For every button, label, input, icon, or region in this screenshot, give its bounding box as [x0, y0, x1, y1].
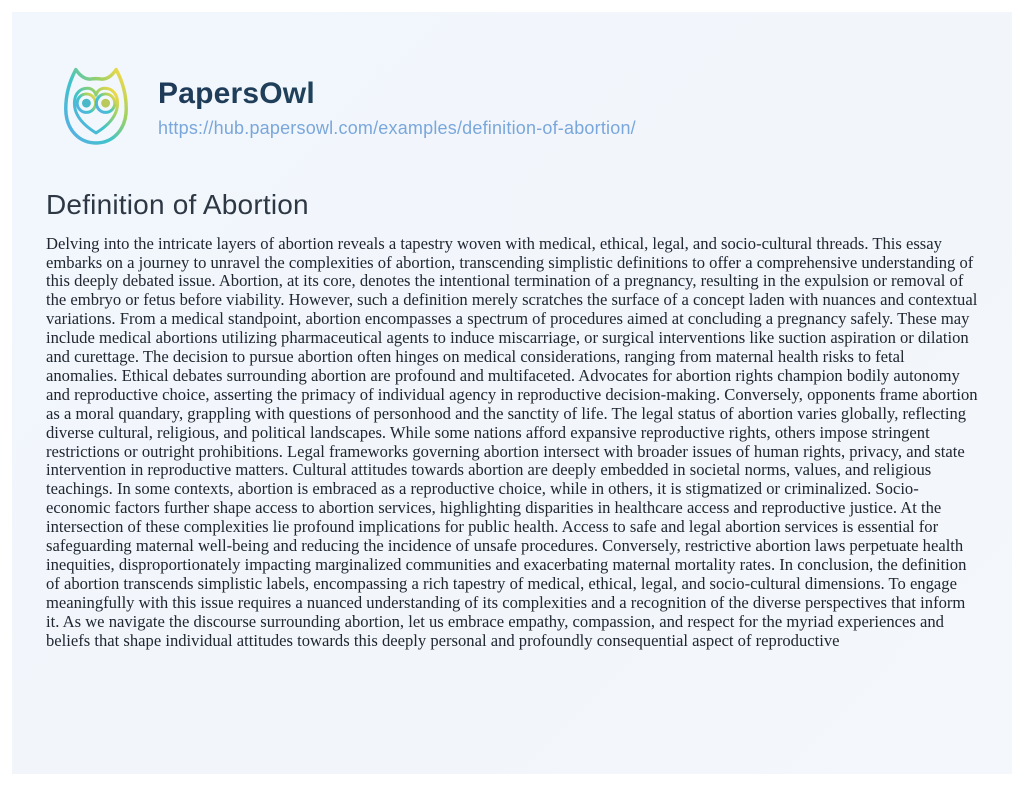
- page-url-link[interactable]: https://hub.papersowl.com/examples/definition-of-abortion/: [158, 118, 636, 138]
- owl-icon: [48, 58, 144, 156]
- essay-body-text: Delving into the intricate layers of abortion reveals a tapestry woven with medical, ethical, legal, and socio-cultural threads. This essay embarks on a journey to unravel the complexities of abortion, transcending simplistic definitions to offer a comprehensive understanding of this deeply debated issue. Abortion, at its core, denotes the intentional termination of a pregnancy, resulting in the expulsion or removal of the embryo or fetus before viability. However, such a definition merely scratches the surface of a concept laden with nuances and contextual variations. From a medical standpoint, abortion encompasses a spectrum of procedures aimed at concluding a pregnancy safely. These may include medical abortions utilizing pharmaceutical agents to induce miscarriage, or surgical interventions like suction aspiration or dilation and curettage. The decision to pursue abortion often hinges on medical considerations, ranging from maternal health risks to fetal anomalies. Ethical debates surrounding abortion are profound and multifaceted. Advocates for abortion rights champion bodily autonomy and reproductive choice, asserting the primacy of individual agency in reproductive decision-making. Conversely, opponents frame abortion as a moral quandary, grappling with questions of personhood and the sanctity of life. The legal status of abortion varies globally, reflecting diverse cultural, religious, and political landscapes. While some nations afford expansive reproductive rights, others impose stringent restrictions or outright prohibitions. Legal frameworks governing abortion intersect with broader issues of human rights, privacy, and state intervention in reproductive matters. Cultural attitudes towards abortion are deeply embedded in societal norms, values, and religious teachings. In some contexts, abortion is embraced as a reproductive choice, while in others, it is stigmatized or criminalized. Socio-economic factors further shape access to abortion services, highlighting disparities in healthcare access and reproductive justice. At the intersection of these complexities lie profound implications for public health. Access to safe and legal abortion services is essential for safeguarding maternal well-being and reducing the incidence of unsafe procedures. Conversely, restrictive abortion laws perpetuate health inequities, disproportionately impacting marginalized communities and exacerbating maternal mortality rates. In conclusion, the definition of abortion transcends simplistic labels, encompassing a rich tapestry of medical, ethical, legal, and socio-cultural dimensions. To engage meaningfully with this issue requires a nuanced understanding of its complexities and a recognition of the diverse perspectives that inform it. As we navigate the discourse surrounding abortion, let us embrace empathy, compassion, and respect for the myriad experiences and beliefs that shape individual attitudes towards this deeply personal and profoundly consequential aspect of reproductive: [46, 233, 978, 650]
- page-title: Definition of Abortion: [46, 188, 309, 220]
- brand-block: [158, 75, 636, 139]
- brand-name: PapersOwl: [158, 77, 636, 110]
- papersowl-logo[interactable]: [48, 58, 144, 156]
- page-panel: [12, 12, 1012, 774]
- site-header: [48, 58, 636, 156]
